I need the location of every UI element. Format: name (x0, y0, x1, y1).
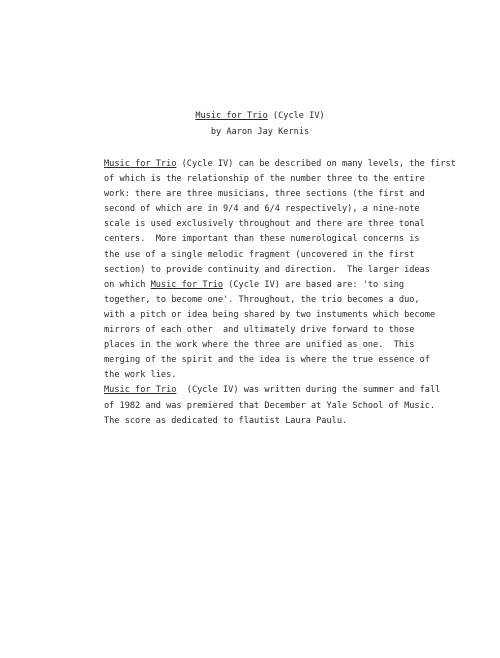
body-text-segment: (Cycle IV) can be described on many levels, the first (176, 159, 456, 169)
body-text-segment: work: there are three musicians, three sections (the first and (104, 189, 425, 200)
document-title (10, 111, 500, 121)
body-line (104, 353, 484, 368)
body-text-segment: second of which are in 9/4 and 6/4 respectively), a nine-note (104, 204, 420, 215)
work-title-reference: Music for Trio (104, 385, 177, 396)
body-line (104, 383, 484, 398)
body-text-segment: merging of the spirit and the idea is where the true essence of (104, 355, 430, 366)
document-body (104, 157, 484, 429)
title-work-name: Music for Trio (195, 111, 268, 121)
body-line (104, 323, 484, 338)
body-text-segment: mirrors of each other and ultimately drive forward to those (104, 325, 415, 336)
body-text-segment: places in the work where the three are unified as one. This (104, 340, 415, 351)
body-line (104, 248, 484, 263)
body-line (104, 202, 484, 217)
body-text-segment: together, to become one'. Throughout, the trio becomes a duo, (104, 294, 420, 305)
body-text-segment: The score as dedicated to flautist Laura Paulu. (104, 415, 348, 426)
body-text-segment: (Cycle IV) are based are: 'to sing (223, 279, 405, 290)
body-line (104, 368, 484, 383)
body-line (104, 308, 484, 323)
body-text-segment: centers. More important than these numerological concerns is (104, 234, 420, 245)
body-text-segment: the use of a single melodic fragment (uncovered in the first (104, 249, 415, 260)
work-title-reference: Music for Trio (104, 159, 177, 169)
document-byline: by Aaron Jay Kernis (210, 127, 310, 137)
body-text-segment: with a pitch or idea being shared by two instuments which become (104, 309, 436, 320)
work-title-reference: Music for Trio (150, 279, 224, 290)
body-line (104, 293, 484, 308)
body-line (104, 399, 484, 414)
body-line (104, 172, 484, 187)
body-line (104, 187, 484, 202)
body-line (104, 232, 484, 247)
body-line (104, 278, 484, 293)
body-text-segment: (Cycle IV) was written during the summer and fall (176, 385, 441, 396)
body-text-segment: section) to provide continuity and direction. The larger ideas (104, 264, 430, 275)
body-line (104, 338, 484, 353)
title-cycle: (Cycle IV) (267, 111, 325, 121)
body-line (104, 263, 484, 278)
body-text-segment: of 1982 and was premiered that December at Yale School of Music. (104, 400, 436, 411)
body-text-segment: the work lies. (104, 370, 177, 381)
body-line (104, 217, 484, 232)
body-text-segment: on which (104, 279, 151, 290)
body-text-segment: scale is used exclusively throughout and there are three tonal (104, 219, 425, 230)
body-line (104, 414, 484, 429)
body-text-segment: of which is the relationship of the number three to the entire (104, 174, 425, 185)
body-line (104, 157, 484, 172)
